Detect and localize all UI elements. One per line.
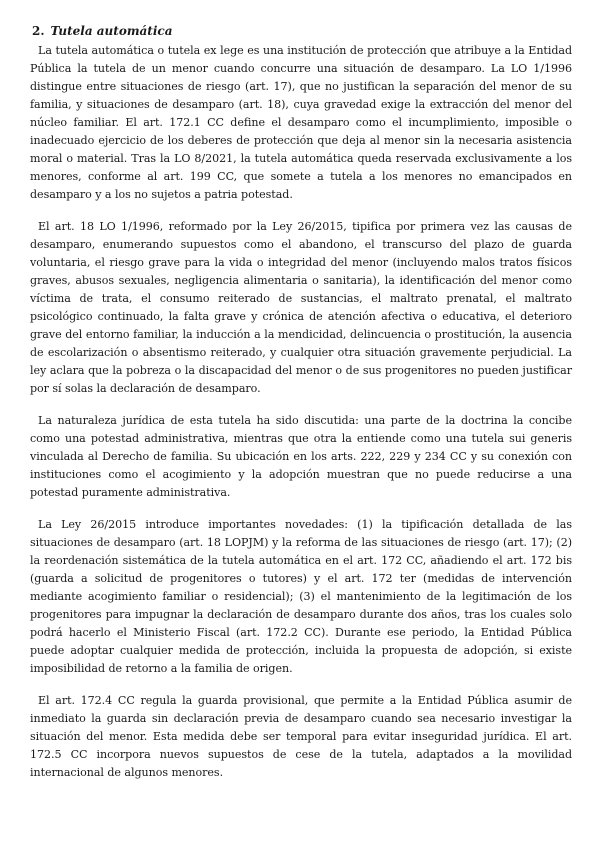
- paragraph-1: La tutela automática o tutela ex lege es una institución de protección que atribuye a la Entidad Pública la tutela de un menor cuando concurre una situación de desamparo. La LO 1/1996 distingue entre situaciones de riesgo (art. 17), que no justifican la separación del menor de su familia, y situaciones de desamparo (art. 18), cuya gravedad exige la extracción del menor del núcleo familiar. El art. 172.1 CC define el desamparo como el incumplimiento, imposible o inadecuado ejercicio de los deberes de protección que deja al menor sin la necesaria asistencia moral o material. Tras la LO 8/2021, la tutela automática queda reservada exclusivamente a los menores, conforme al art. 199 CC, que somete a tutela a los menores no emancipados en desamparo y a los no sujetos a patria potestad.: [30, 44, 572, 201]
- section-number: 2.: [32, 24, 45, 38]
- document-page: [30, 22, 572, 796]
- paragraph-2: El art. 18 LO 1/1996, reformado por la Ley 26/2015, tipifica por primera vez las causas de desamparo, enumerando supuestos como el abandono, el transcurso del plazo de guarda voluntaria, el riesgo grave para la vida o integridad del menor (incluyendo malos tratos físicos graves, abusos sexuales, negligencia alimentaria o sanitaria), la identificación del menor como víctima de trata, el consumo reiterado de sustancias, el maltrato prenatal, el maltrato psicológico continuado, la falta grave y crónica de atención afectiva o educativa, el deterioro grave del entorno familiar, la inducción a la mendicidad, delincuencia o prostitución, la ausencia de escolarización o absentismo reiterado, y cualquier otra situación gravemente perjudicial. La ley aclara que la pobreza o la discapacidad del menor o de sus progenitores no pueden justificar por sí solas la declaración de desamparo.: [30, 220, 572, 395]
- paragraph-5: El art. 172.4 CC regula la guarda provisional, que permite a la Entidad Pública asumir de inmediato la guarda sin declaración previa de desamparo cuando sea necesario investigar la situación del menor. Esta medida debe ser temporal para evitar inseguridad jurídica. El art. 172.5 CC incorpora nuevos supuestos de cese de la tutela, adaptados a la movilidad internacional de algunos menores.: [30, 694, 572, 779]
- paragraph-4: La Ley 26/2015 introduce importantes novedades: (1) la tipificación detallada de las situaciones de desamparo (art. 18 LOPJM) y la reforma de las situaciones de riesgo (art. 17); (2) la reordenación sistemática de la tutela automática en el art. 172 CC, añadiendo el art. 172 bis (guarda a solicitud de progenitores o tutores) y el art. 172 ter (medidas de intervención mediante acogimiento familiar o residencial); (3) el mantenimiento de la legitimación de los progenitores para impugnar la declaración de desamparo durante dos años, tras los cuales solo podrá hacerlo el Ministerio Fiscal (art. 172.2 CC). Durante ese periodo, la Entidad Pública puede adoptar cualquier medida de protección, incluida la propuesta de adopción, si existe imposibilidad de retorno a la familia de origen.: [30, 518, 572, 675]
- section-title: Tutela automática: [50, 24, 173, 38]
- section-heading: [30, 22, 572, 40]
- paragraph-3: La naturaleza jurídica de esta tutela ha sido discutida: una parte de la doctrina la concibe como una potestad administrativa, mientras que otra la entiende como una tutela sui generis vinculada al Derecho de familia. Su ubicación en los arts. 222, 229 y 234 CC y su conexión con instituciones como el acogimiento y la adopción muestran que no puede reducirse a una potestad puramente administrativa.: [30, 414, 572, 499]
